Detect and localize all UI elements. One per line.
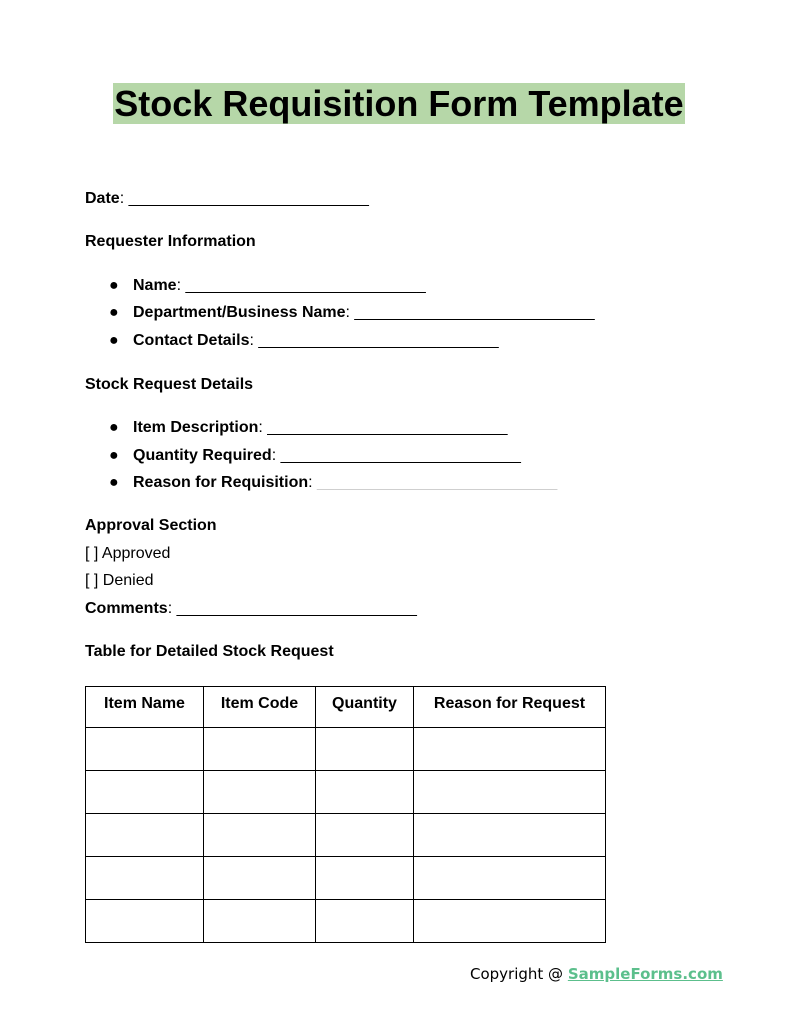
stock-request-table	[85, 686, 606, 943]
table-row	[86, 900, 606, 943]
approval-heading: Approval Section	[85, 517, 217, 534]
bullet-dot: ●	[109, 474, 119, 491]
table-row	[86, 814, 606, 857]
requester-item-name	[109, 276, 426, 296]
reason-colon: :	[308, 474, 318, 491]
table-cell[interactable]	[204, 857, 316, 900]
requester-item-contact	[109, 331, 499, 351]
table-cell[interactable]	[86, 857, 204, 900]
column-header-quantity: Quantity	[316, 687, 414, 728]
bullet-dot: ●	[109, 419, 119, 436]
sampleforms-link[interactable]: SampleForms.com	[567, 965, 723, 983]
requester-item-department	[109, 303, 595, 323]
table-row	[86, 771, 606, 814]
footer-copyright	[470, 964, 723, 984]
table-header-row	[86, 687, 606, 728]
copyright-prefix: Copyright @	[470, 965, 568, 983]
table-cell[interactable]	[316, 857, 414, 900]
name-label: Name	[133, 277, 177, 294]
table-row	[86, 728, 606, 771]
contact-label: Contact Details	[133, 332, 250, 349]
table-row	[86, 857, 606, 900]
quantity-required-label: Quantity Required	[133, 447, 272, 464]
stock-item-quantity	[109, 446, 521, 466]
approved-checkbox[interactable]: [ ] Approved	[85, 545, 171, 562]
table-cell[interactable]	[316, 728, 414, 771]
stock-item-reason	[109, 473, 557, 493]
bullet-dot: ●	[109, 447, 119, 464]
table-cell[interactable]	[414, 771, 606, 814]
table-cell[interactable]	[204, 771, 316, 814]
comments-line	[85, 599, 417, 619]
table-cell[interactable]	[414, 900, 606, 943]
name-blank: : ___________________________	[176, 277, 426, 294]
table-cell[interactable]	[204, 900, 316, 943]
column-header-item-name: Item Name	[86, 687, 204, 728]
bullet-dot: ●	[109, 332, 119, 349]
stock-request-heading: Stock Request Details	[85, 376, 254, 393]
table-cell[interactable]	[86, 900, 204, 943]
comments-label: Comments	[85, 600, 168, 617]
reason-blank: ___________________________	[317, 474, 558, 491]
table-cell[interactable]	[316, 900, 414, 943]
department-label: Department/Business Name	[133, 304, 346, 321]
stock-item-description	[109, 418, 508, 438]
item-description-label: Item Description	[133, 419, 259, 436]
requester-heading: Requester Information	[85, 233, 256, 250]
bullet-dot: ●	[109, 277, 119, 294]
date-line	[85, 189, 369, 209]
date-label: Date	[85, 190, 120, 207]
table-cell[interactable]	[86, 814, 204, 857]
table-cell[interactable]	[86, 771, 204, 814]
column-header-reason: Reason for Request	[414, 687, 606, 728]
department-blank: : ___________________________	[345, 304, 595, 321]
table-cell[interactable]	[316, 814, 414, 857]
title-wrap	[0, 83, 798, 124]
table-cell[interactable]	[316, 771, 414, 814]
comments-blank: : ___________________________	[167, 600, 417, 617]
contact-blank: : ___________________________	[249, 332, 499, 349]
quantity-required-blank: : ___________________________	[271, 447, 521, 464]
table-cell[interactable]	[204, 814, 316, 857]
table-cell[interactable]	[86, 728, 204, 771]
item-description-blank: : ___________________________	[258, 419, 508, 436]
table-cell[interactable]	[414, 814, 606, 857]
denied-checkbox[interactable]: [ ] Denied	[85, 572, 154, 589]
table-cell[interactable]	[204, 728, 316, 771]
reason-label: Reason for Requisition	[133, 474, 309, 491]
page-title: Stock Requisition Form Template	[114, 83, 684, 124]
table-cell[interactable]	[414, 857, 606, 900]
table-heading: Table for Detailed Stock Request	[85, 643, 334, 660]
column-header-item-code: Item Code	[204, 687, 316, 728]
bullet-dot: ●	[109, 304, 119, 321]
date-blank: : ___________________________	[119, 190, 369, 207]
table-cell[interactable]	[414, 728, 606, 771]
